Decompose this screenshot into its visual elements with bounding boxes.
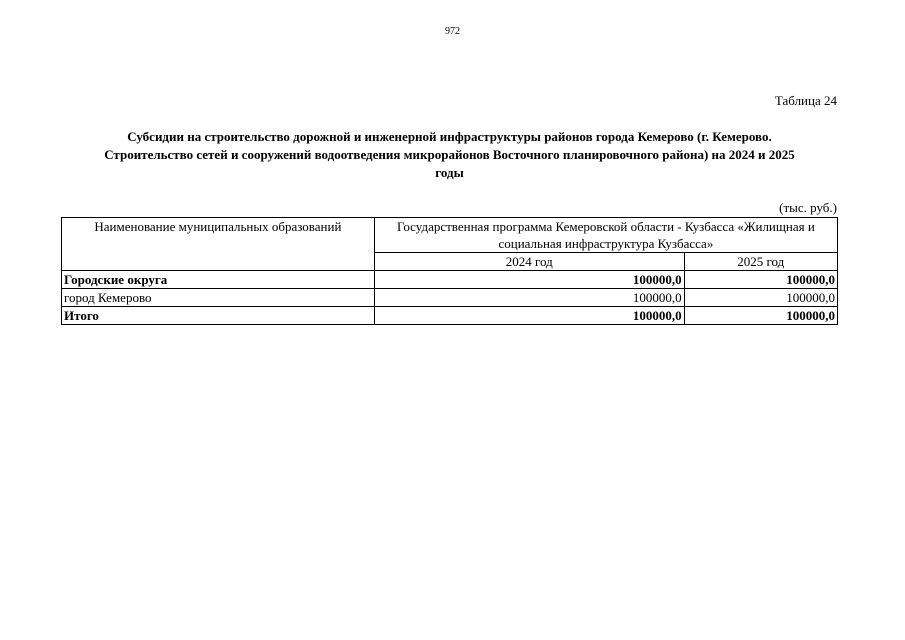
document-title [62, 128, 837, 182]
table-row [62, 271, 838, 289]
table-caption: Таблица 24 [774, 93, 837, 108]
row-value-2025: 100000,0 [684, 289, 837, 307]
subsidy-table [61, 217, 838, 325]
header-year-2025: 2025 год [684, 253, 837, 271]
title-line-1: Субсидии на строительство дорожной и инженерной инфраструктуры районов города Кемерово (г. Кемерово. [127, 129, 772, 144]
header-program: Государственная программа Кемеровской области - Кузбасса «Жилищная и социальная инфраструктура Кузбасса» [374, 218, 837, 253]
page-number: 972 [445, 26, 460, 37]
row-value-2025: 100000,0 [684, 307, 837, 325]
row-name: Городские округа [62, 271, 375, 289]
row-value-2025: 100000,0 [684, 271, 837, 289]
row-value-2024: 100000,0 [374, 307, 684, 325]
table-row-total [62, 307, 838, 325]
header-municipality: Наименование муниципальных образований [62, 218, 375, 271]
table-row [62, 289, 838, 307]
row-name: город Кемерово [62, 289, 375, 307]
title-line-3: годы [435, 165, 464, 180]
row-value-2024: 100000,0 [374, 289, 684, 307]
header-year-2024: 2024 год [374, 253, 684, 271]
units-label: (тыс. руб.) [779, 200, 837, 215]
row-value-2024: 100000,0 [374, 271, 684, 289]
row-name: Итого [62, 307, 375, 325]
title-line-2: Строительство сетей и сооружений водоотведения микрорайонов Восточного планировочного района) на 2024 и 2025 [104, 147, 795, 162]
table-header-row [62, 218, 838, 253]
